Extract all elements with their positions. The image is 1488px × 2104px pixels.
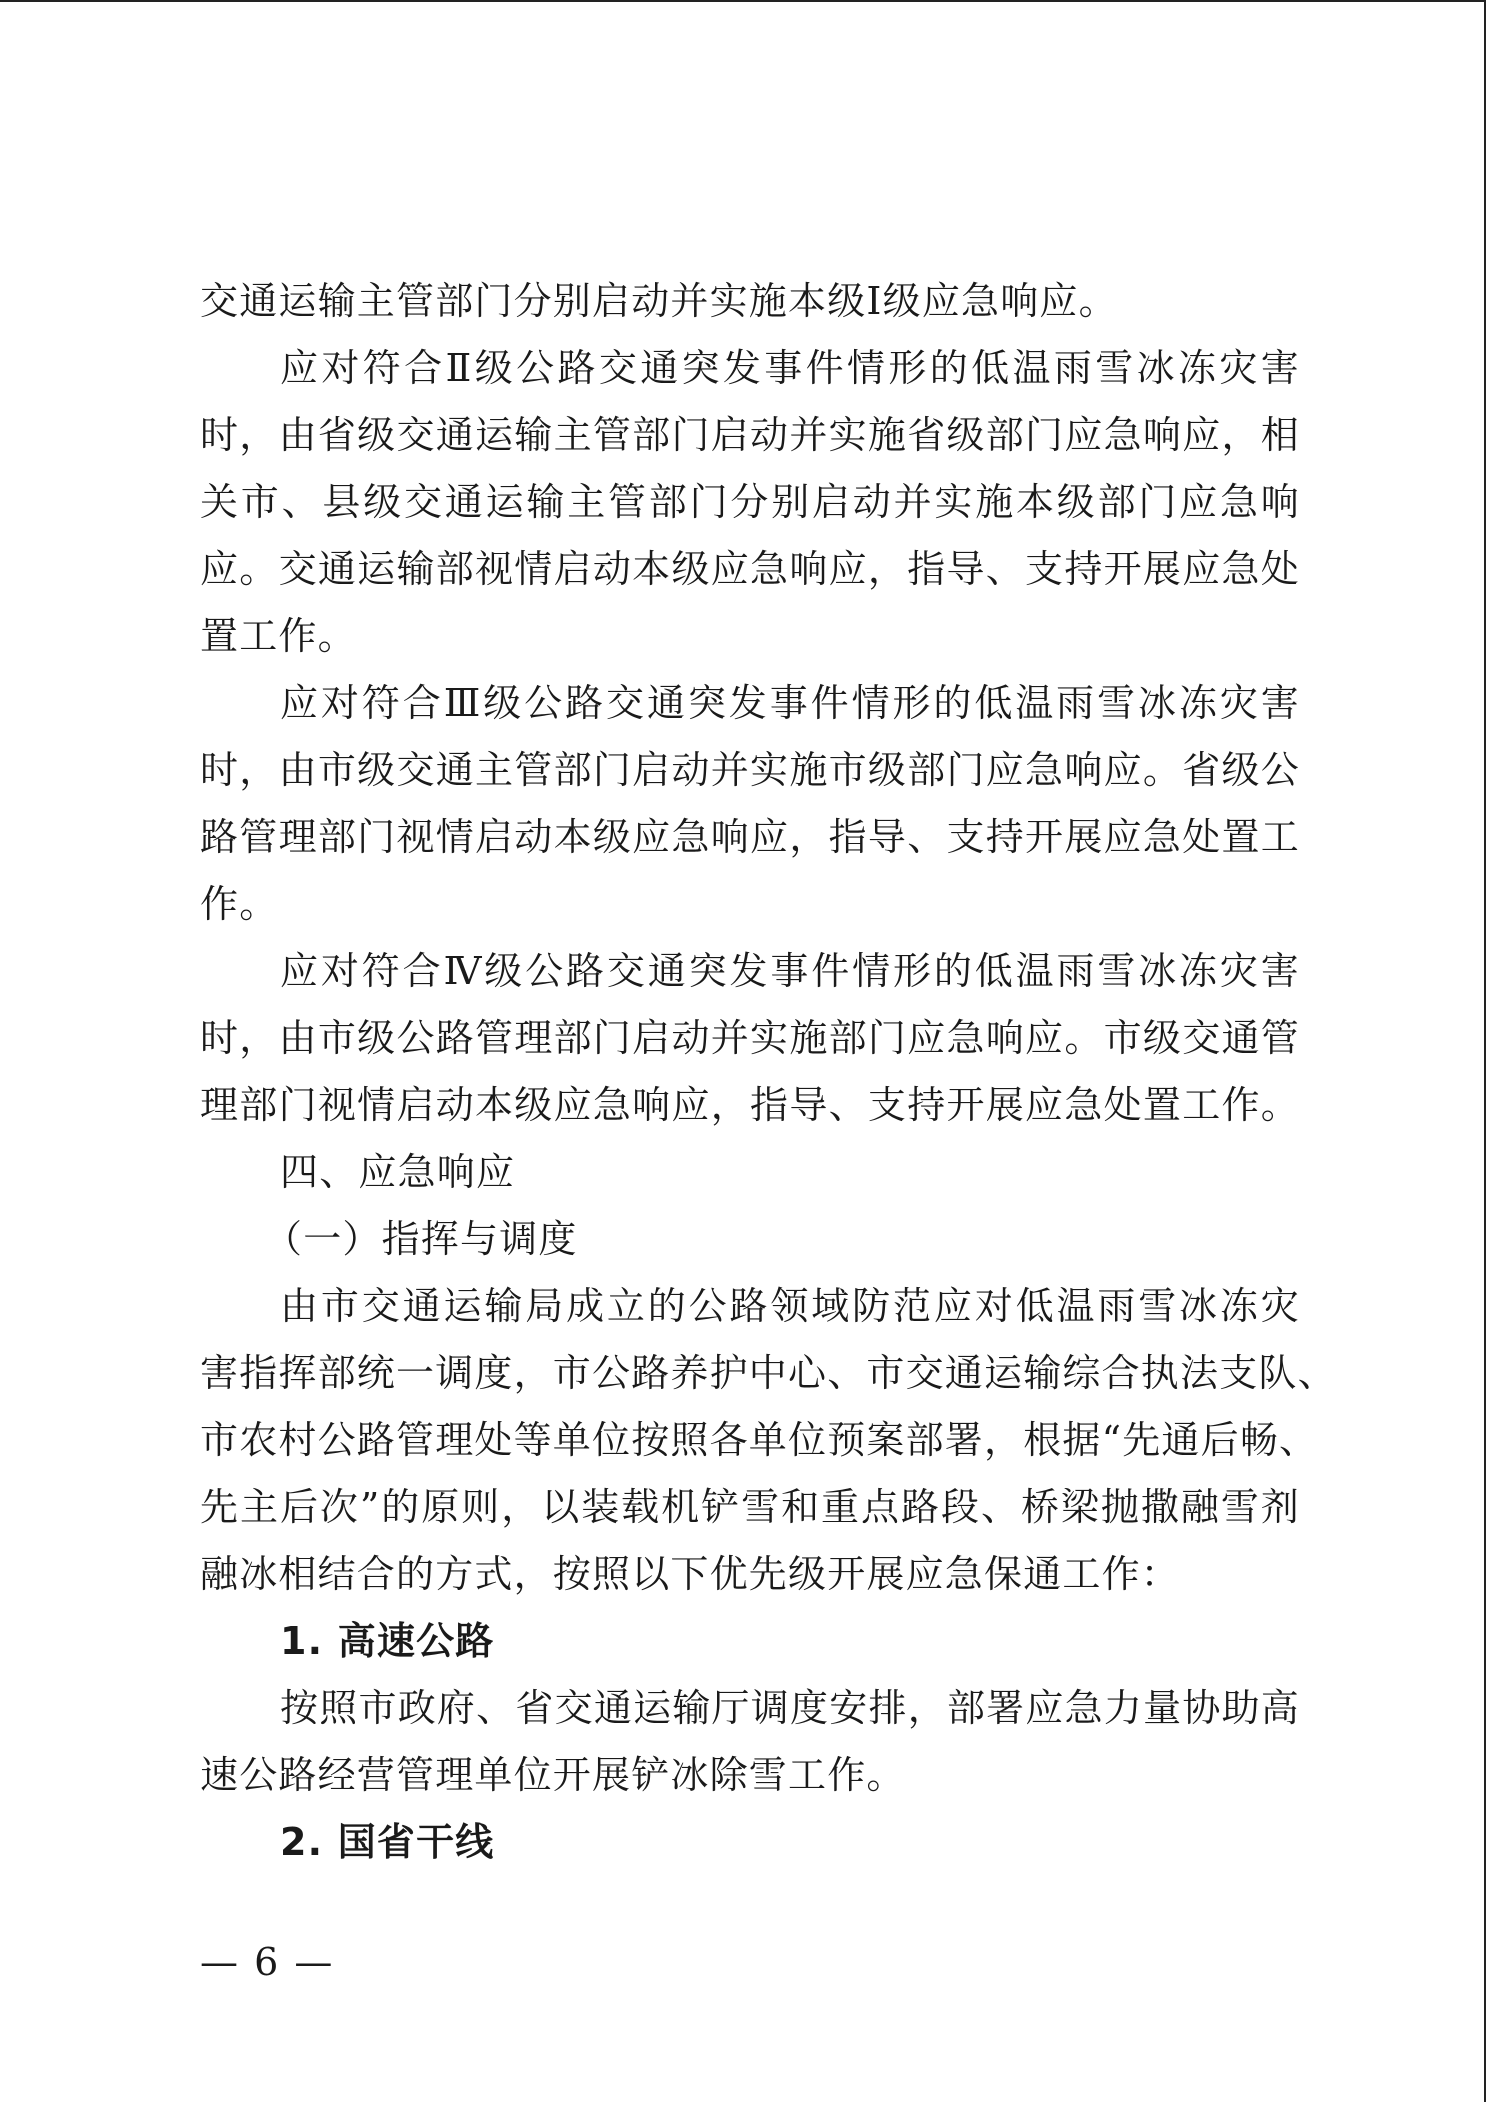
body-line: 路管理部门视情启动本级应急响应，指导、支持开展应急处置工 [200,815,1300,859]
body-line: 时，由省级交通运输主管部门启动并实施省级部门应急响应，相 [200,413,1300,457]
body-line: 由市交通运输局成立的公路领域防范应对低温雨雪冰冻灾 [280,1284,1300,1328]
body-line: 时，由市级公路管理部门启动并实施部门应急响应。市级交通管 [200,1016,1300,1060]
body-line: 交通运输主管部门分别启动并实施本级Ⅰ级应急响应。 [200,279,1118,323]
body-line: 融冰相结合的方式，按照以下优先级开展应急保通工作： [200,1552,1181,1596]
body-line: 按照市政府、省交通运输厅调度安排，部署应急力量协助高 [280,1686,1300,1730]
body-line: 先主后次”的原则，以装载机铲雪和重点路段、桥梁抛撒融雪剂 [200,1485,1300,1529]
body-line: 速公路经营管理单位开展铲冰除雪工作。 [200,1753,906,1797]
body-line: 应对符合Ⅱ级公路交通突发事件情形的低温雨雪冰冻灾害 [280,346,1300,390]
section-heading: 四、应急响应 [280,1150,516,1194]
body-line: 时，由市级交通主管部门启动并实施市级部门应急响应。省级公 [200,748,1300,792]
body-line: 关市、县级交通运输主管部门分别启动并实施本级部门应急响 [200,480,1300,524]
body-line: 作。 [200,882,279,926]
item-heading: 1. 高速公路 [280,1619,495,1663]
body-line: 应。交通运输部视情启动本级应急响应，指导、支持开展应急处 [200,547,1300,591]
body-line: 应对符合Ⅳ级公路交通突发事件情形的低温雨雪冰冻灾害 [280,949,1300,993]
item-heading: 2. 国省干线 [280,1820,495,1864]
body-line: 理部门视情启动本级应急响应，指导、支持开展应急处置工作。 [200,1083,1300,1127]
page-number: — 6 — [200,1940,335,1984]
body-line: 害指挥部统一调度，市公路养护中心、市交通运输综合执法支队、 [200,1351,1337,1395]
body-line: 应对符合Ⅲ级公路交通突发事件情形的低温雨雪冰冻灾害 [280,681,1300,725]
body-line: 置工作。 [200,614,357,658]
subsection-heading: （一）指挥与调度 [264,1217,578,1261]
document-body [200,268,1337,1876]
body-line: 市农村公路管理处等单位按照各单位预案部署，根据“先通后畅、 [200,1418,1319,1462]
